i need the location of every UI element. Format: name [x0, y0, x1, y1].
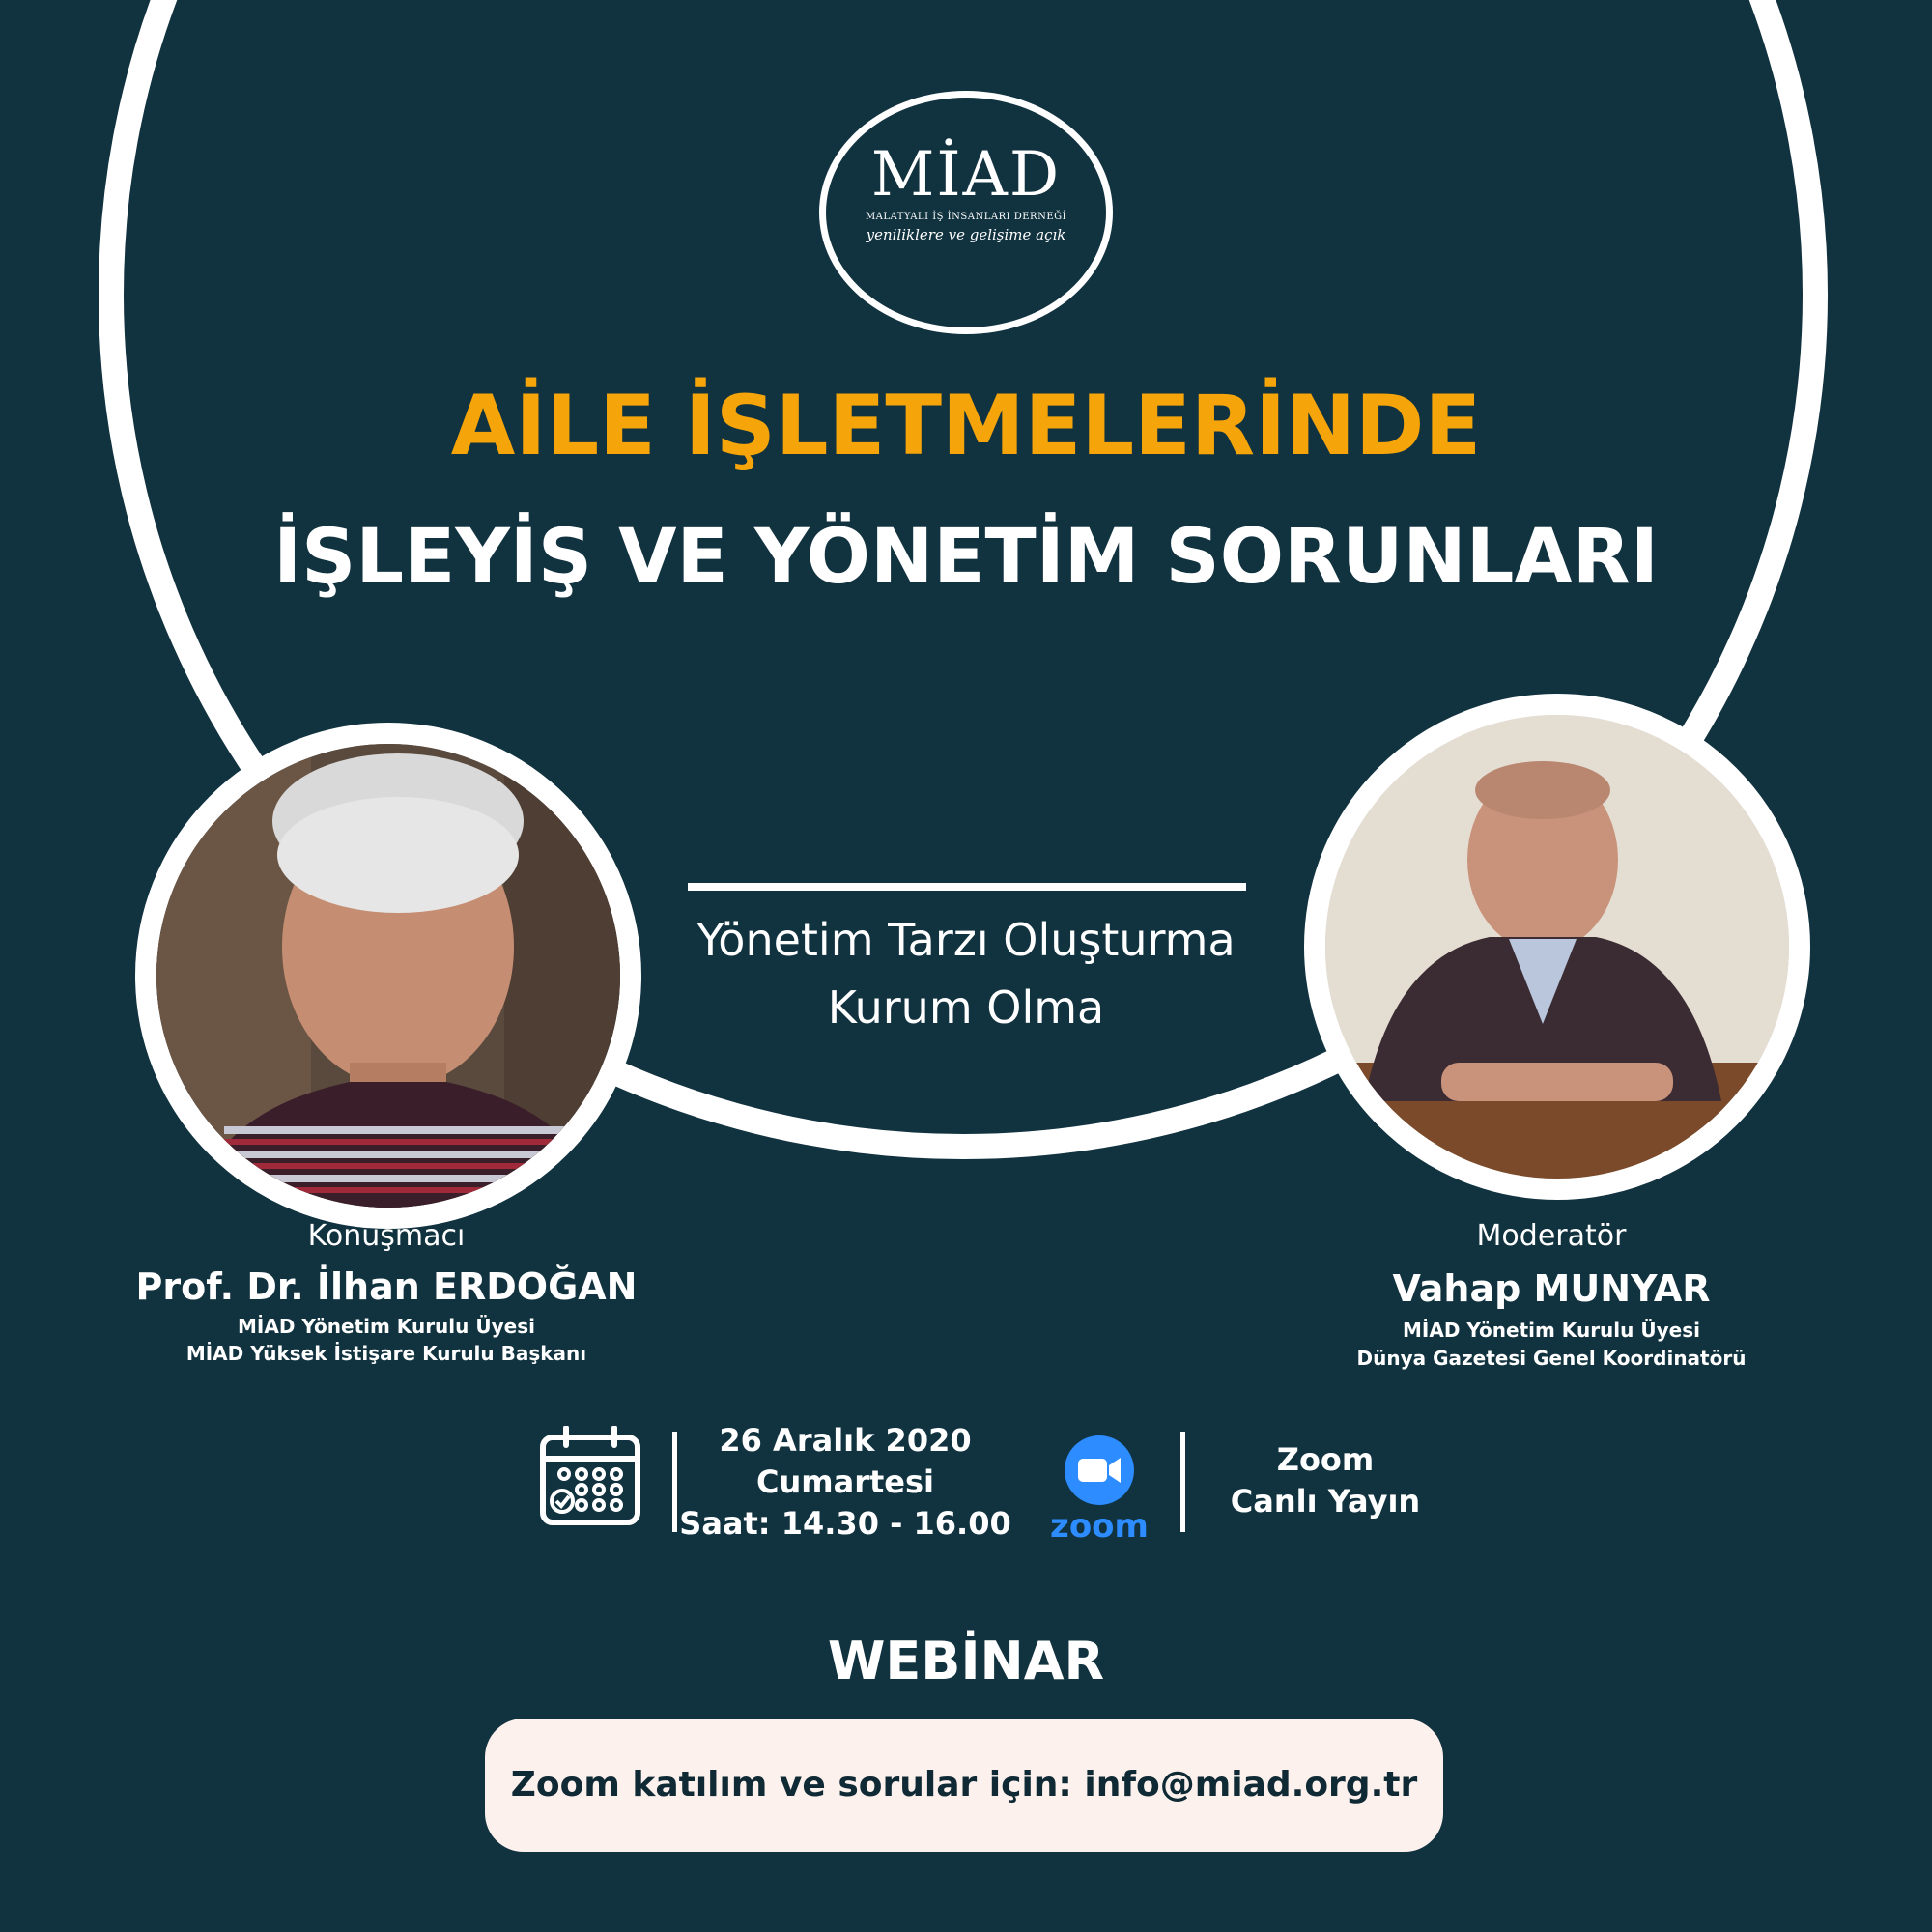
event-datetime — [676, 1420, 1014, 1546]
webinar-label: WEBİNAR — [827, 1631, 1105, 1691]
calendar-icon — [539, 1426, 641, 1530]
miad-logo — [819, 91, 1113, 334]
speaker-desc-1: MİAD Yönetim Kurulu Üyesi — [238, 1315, 535, 1338]
contact-banner — [485, 1719, 1443, 1852]
platform-line-2: Canlı Yayın — [1230, 1483, 1421, 1520]
event-date: 26 Aralık 2020 — [719, 1422, 972, 1459]
moderator-name: Vahap MUNYAR — [1392, 1267, 1711, 1310]
speaker-photo — [135, 723, 641, 1229]
event-time: Saat: 14.30 - 16.00 — [679, 1505, 1011, 1543]
logo-wordmark: MİAD — [870, 139, 1062, 211]
moderator-desc-2: Dünya Gazetesi Genel Koordinatörü — [1356, 1347, 1747, 1370]
logo-subtitle: MALATYALI İŞ İNSANLARI DERNEĞİ — [865, 212, 1067, 222]
contact-text: Zoom katılım ve sorular için: info@miad.org.tr — [510, 1765, 1418, 1804]
zoom-wordmark: zoom — [1050, 1507, 1149, 1546]
moderator-role: Moderatör — [1476, 1219, 1627, 1253]
event-day: Cumartesi — [756, 1463, 934, 1501]
speaker-portrait-image — [156, 744, 620, 1208]
moderator-desc-1: MİAD Yönetim Kurulu Üyesi — [1403, 1319, 1700, 1342]
title-line-2: İŞLEYİŞ VE YÖNETİM SORUNLARI — [273, 514, 1659, 601]
platform-line-1: Zoom — [1276, 1441, 1375, 1478]
topic-2: Kurum Olma — [827, 981, 1105, 1034]
speaker-role: Konuşmacı — [307, 1219, 466, 1253]
zoom-camera-icon — [1063, 1434, 1136, 1507]
event-platform — [1190, 1439, 1461, 1522]
logo-tagline: yeniliklere ve gelişime açık — [866, 226, 1066, 243]
title-line-1: AİLE İŞLETMELERİNDE — [450, 378, 1482, 474]
speaker-desc-2: MİAD Yüksek İstişare Kurulu Başkanı — [185, 1342, 587, 1365]
info-divider-2 — [1180, 1432, 1185, 1532]
speaker-name: Prof. Dr. İlhan ERDOĞAN — [135, 1265, 638, 1308]
moderator-photo — [1304, 694, 1810, 1200]
topic-divider — [688, 883, 1246, 891]
moderator-portrait-image — [1325, 715, 1789, 1179]
zoom-logo — [1043, 1434, 1155, 1546]
topic-1: Yönetim Tarzı Oluşturma — [696, 914, 1236, 966]
